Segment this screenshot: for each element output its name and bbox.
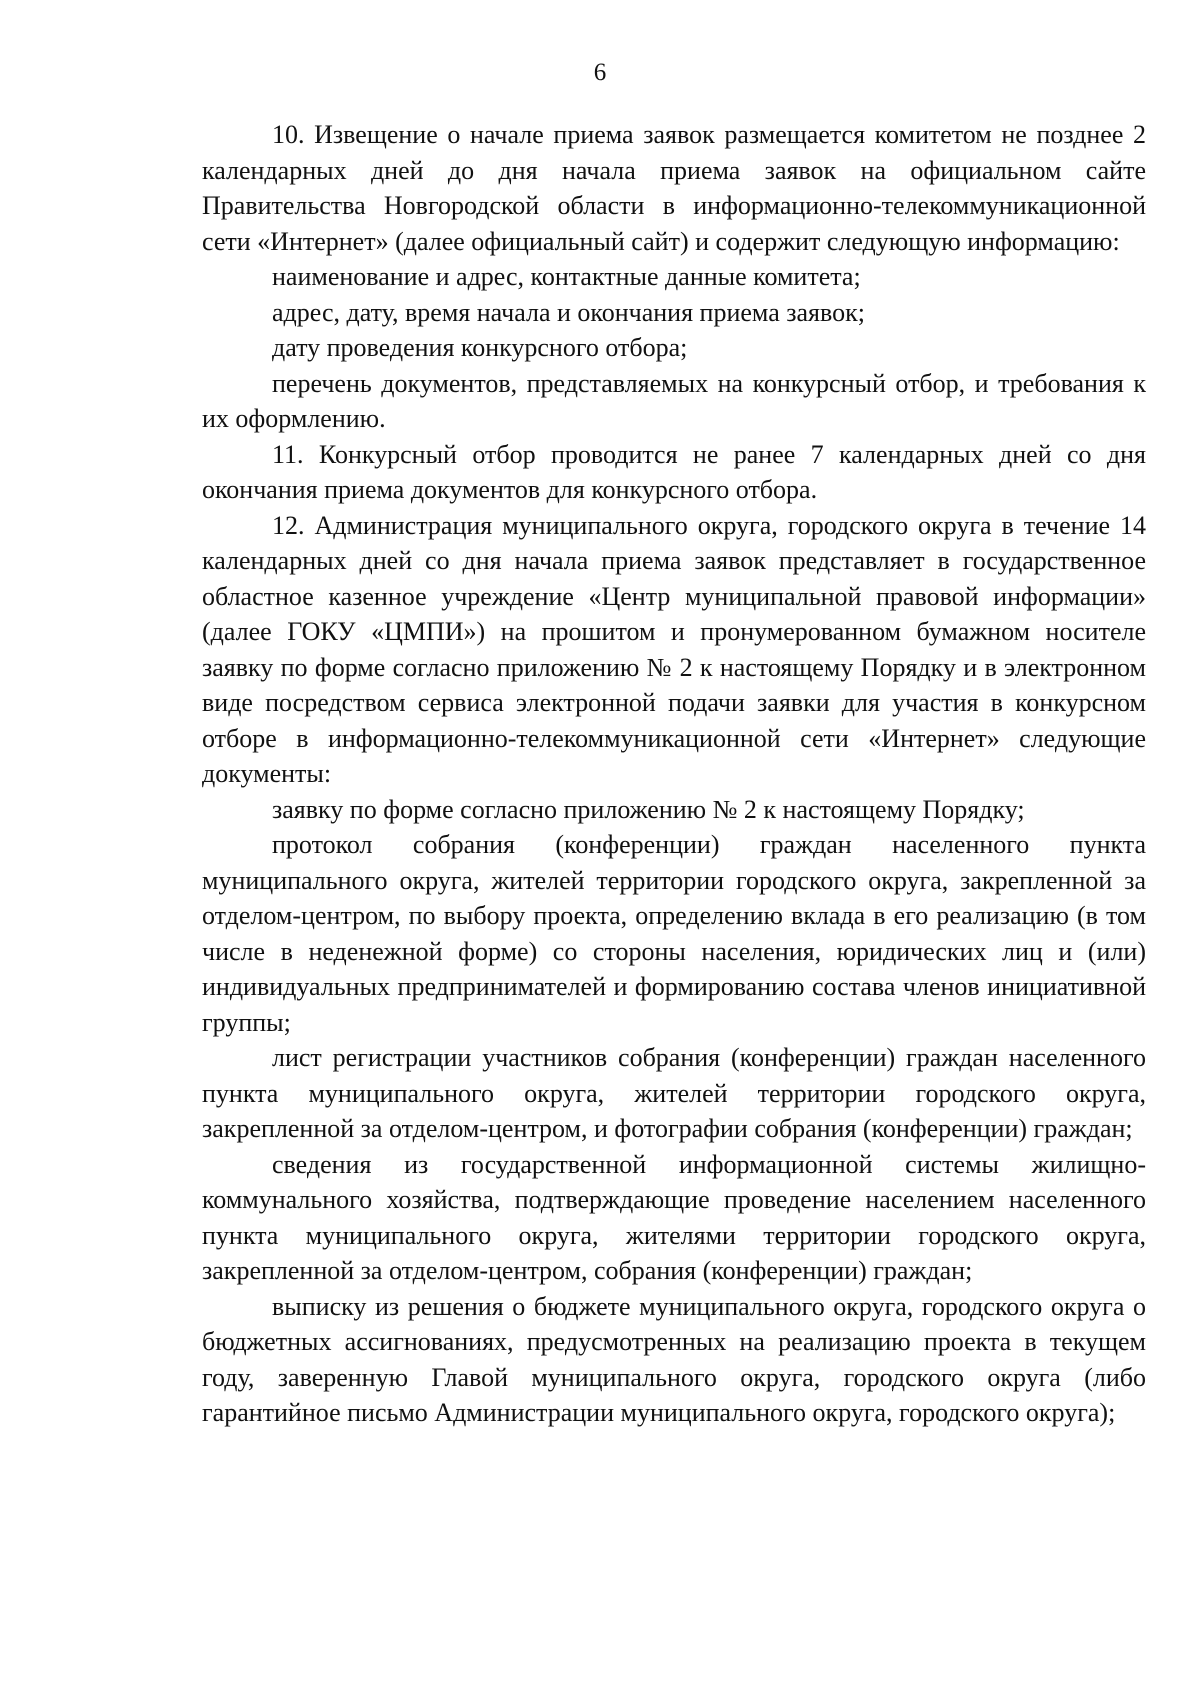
list-item-selection-date: дату проведения конкурсного отбора;: [272, 333, 688, 362]
paragraph-10-notice: 10. Извещение о начале приема заявок размещается комитетом не позднее 2 календарных дней до дня начала приема заявок на официальном сайте Правительства Новгородской области в информационно-телекоммуникационной сети «Интернет» (далее официальный сайт) и содержит следующую информацию:: [202, 120, 1146, 256]
list-item-name-address: наименование и адрес, контактные данные комитета;: [272, 262, 861, 291]
list-item-registration-sheet: лист регистрации участников собрания (конференции) граждан населенного пункта муниципального округа, жителей территории городского округа, закрепленной за отделом-центром, и фотографии собрания (конференции) граждан;: [202, 1043, 1146, 1143]
list-item-housing-info: сведения из государственной информационной системы жилищно-коммунального хозяйства, подтверждающие проведение населением населенного пункта муниципального округа, жителями территории городского округа, закрепленной за отделом-центром, собрания (конференции) граждан;: [202, 1149, 1146, 1285]
list-item-dates: адрес, дату, время начала и окончания приема заявок;: [272, 297, 865, 327]
list-item-protocol: протокол собрания (конференции) граждан населенного пункта муниципального округа, жителей территории городского округа, закрепленной за отделом-центром, по выбору проекта, определению вклада в его реализацию (в том числе в неденежной форме) со стороны населения, юридических лиц и (или) индивидуальных предпринимателей и формированию состава членов инициативной группы;: [202, 830, 1146, 1037]
document-body: [202, 117, 1146, 1431]
list-item-budget-extract: выписку из решения о бюджете муниципального округа, городского округа о бюджетных ассигнованиях, предусмотренных на реализацию проекта в текущем году, заверенную Главой муниципального округа, городского округа (либо гарантийное письмо Администрации муниципального округа, городского округа);: [202, 1291, 1146, 1427]
paragraph-12-administration: 12. Администрация муниципального округа, городского округа в течение 14 календарных дней со дня начала приема заявок представляет в государственное областное казенное учреждение «Центр муниципальной правовой информации» (далее ГОКУ «ЦМПИ») на прошитом и пронумерованном бумажном носителе заявку по форме согласно приложению № 2 к настоящему Порядку и в электронном виде посредством сервиса электронной подачи заявки для участия в конкурсном отборе в информационно-телекоммуникационной сети «Интернет» следующие документы:: [202, 510, 1146, 788]
list-item-documents: перечень документов, представляемых на конкурсный отбор, и требования к их оформлению.: [202, 368, 1146, 433]
page-number: 6: [593, 59, 607, 86]
list-item-application: заявку по форме согласно приложению № 2 к настоящему Порядку;: [272, 794, 1025, 824]
paragraph-11-selection: 11. Конкурсный отбор проводится не ранее 7 календарных дней со дня окончания приема документов для конкурсного отбора.: [202, 439, 1146, 504]
